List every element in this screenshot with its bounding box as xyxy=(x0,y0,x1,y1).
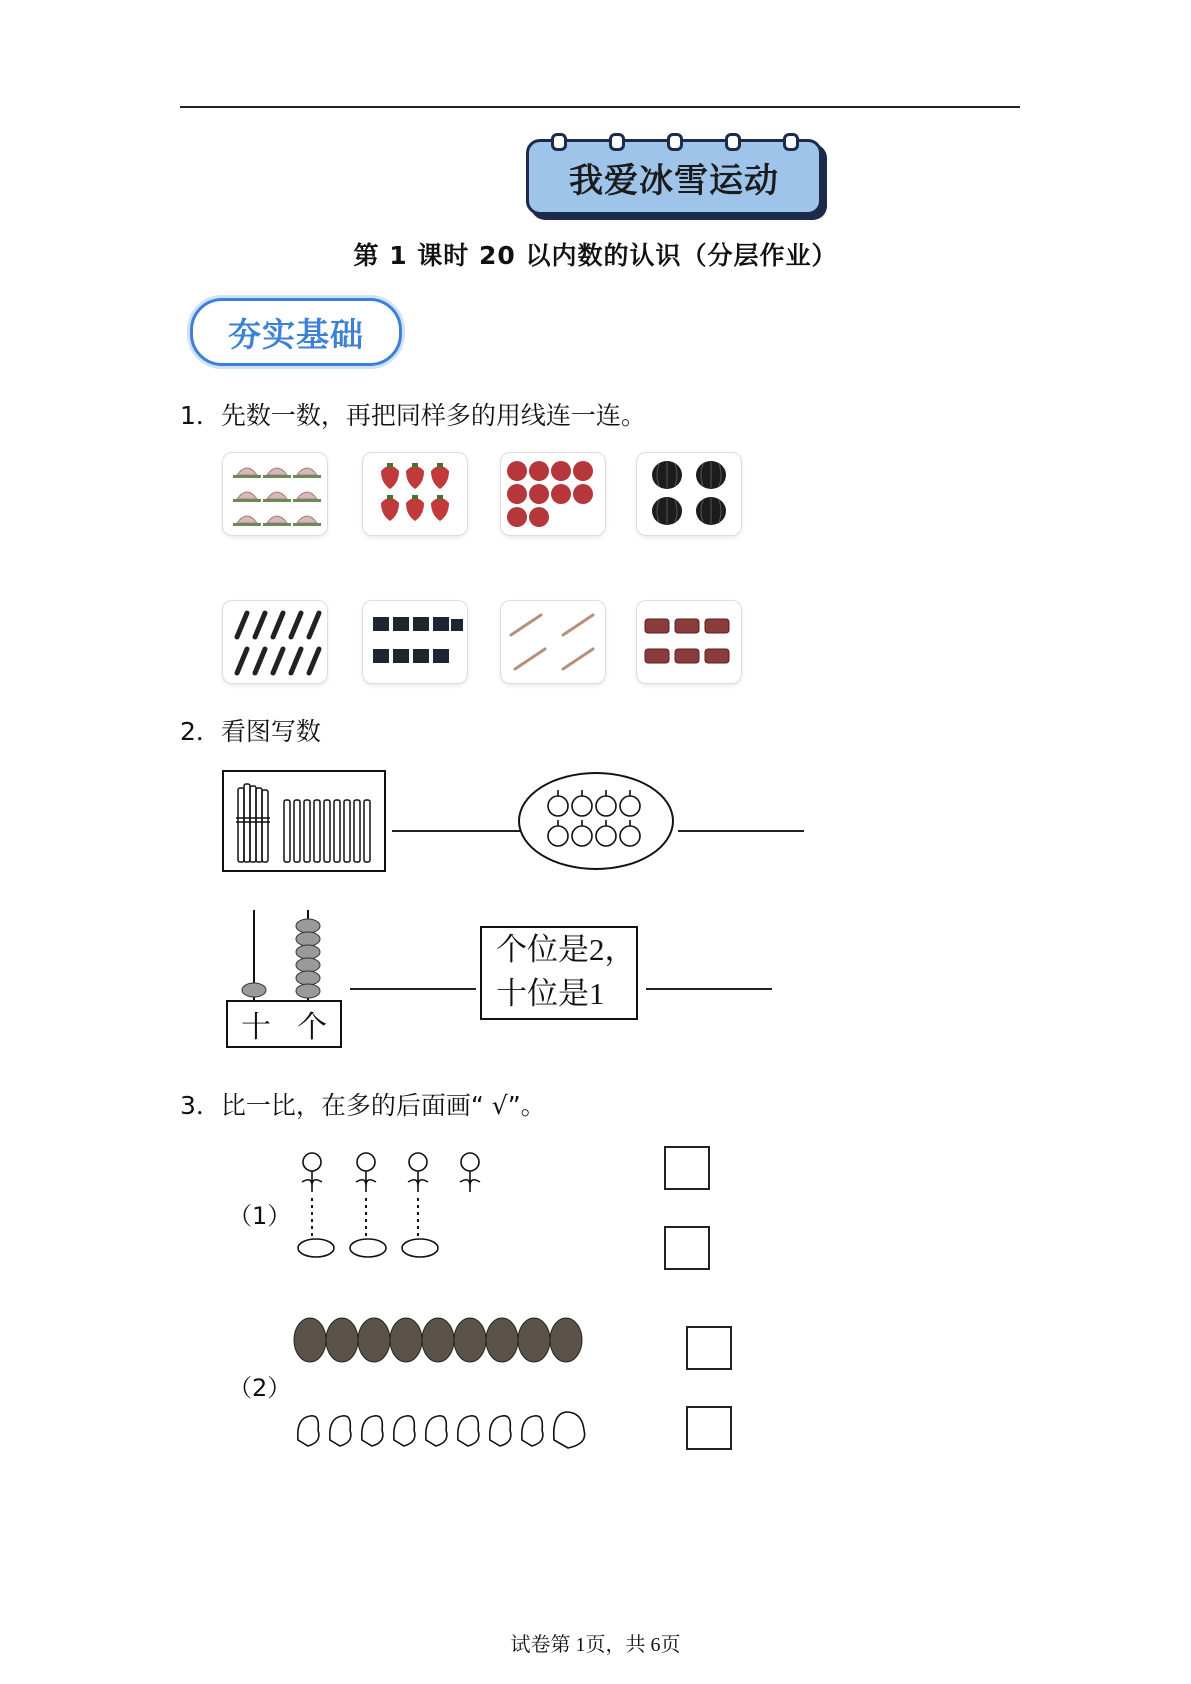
question-1-prompt: 1．先数一数，再把同样多的用线连一连。 xyxy=(180,401,646,430)
part-2-label: （2） xyxy=(228,1374,292,1402)
stick-icon xyxy=(500,600,606,684)
chick-row-icon xyxy=(292,1400,592,1456)
strawberry-icon xyxy=(362,452,468,536)
part-1-label: （1） xyxy=(228,1202,292,1230)
peach-icon xyxy=(222,452,328,536)
apple-group-icon xyxy=(518,772,674,870)
page-footer: 试卷第 1页，共 6页 xyxy=(510,1634,681,1656)
lesson-title: 第 1 课时 20 以内数的认识（分层作业） xyxy=(353,241,838,270)
answer-line xyxy=(392,830,520,832)
stick-bundle-icon xyxy=(222,770,386,872)
ones-label: 个 xyxy=(297,1011,327,1044)
answer-line xyxy=(350,988,476,990)
place-value-line-1: 个位是2， xyxy=(496,932,636,967)
banner-title: 我爱冰雪运动 xyxy=(569,160,779,201)
section-label: 夯实基础 xyxy=(190,298,402,366)
egg-row-icon xyxy=(292,1310,592,1368)
checkbox-flowers[interactable] xyxy=(664,1146,710,1190)
pencil-icon xyxy=(222,600,328,684)
binder-ring-icon xyxy=(783,133,799,151)
checkbox-pigs[interactable] xyxy=(664,1226,710,1270)
binder-ring-icon xyxy=(667,133,683,151)
brick-icon xyxy=(636,600,742,684)
place-value-box xyxy=(480,926,638,1020)
checkbox-chicks[interactable] xyxy=(686,1406,732,1450)
binder-ring-icon xyxy=(551,133,567,151)
question-3-prompt: 3．比一比，在多的后面画“ √”。 xyxy=(180,1091,546,1120)
abacus-base xyxy=(226,1000,342,1048)
place-value-line-2: 十位是1 xyxy=(496,976,605,1011)
answer-line xyxy=(646,988,772,990)
eraser-icon xyxy=(362,600,468,684)
answer-line xyxy=(678,830,804,832)
checkbox-eggs[interactable] xyxy=(686,1326,732,1370)
banner xyxy=(526,139,822,215)
watermelon-icon xyxy=(636,452,742,536)
binder-ring-icon xyxy=(609,133,625,151)
tens-label: 十 xyxy=(241,1011,271,1044)
abacus-icon xyxy=(224,906,344,1046)
flower-pig-icon xyxy=(292,1146,502,1266)
question-2-prompt: 2．看图写数 xyxy=(180,717,321,746)
binder-ring-icon xyxy=(725,133,741,151)
tomato-icon xyxy=(500,452,606,536)
header-rule xyxy=(180,106,1020,108)
